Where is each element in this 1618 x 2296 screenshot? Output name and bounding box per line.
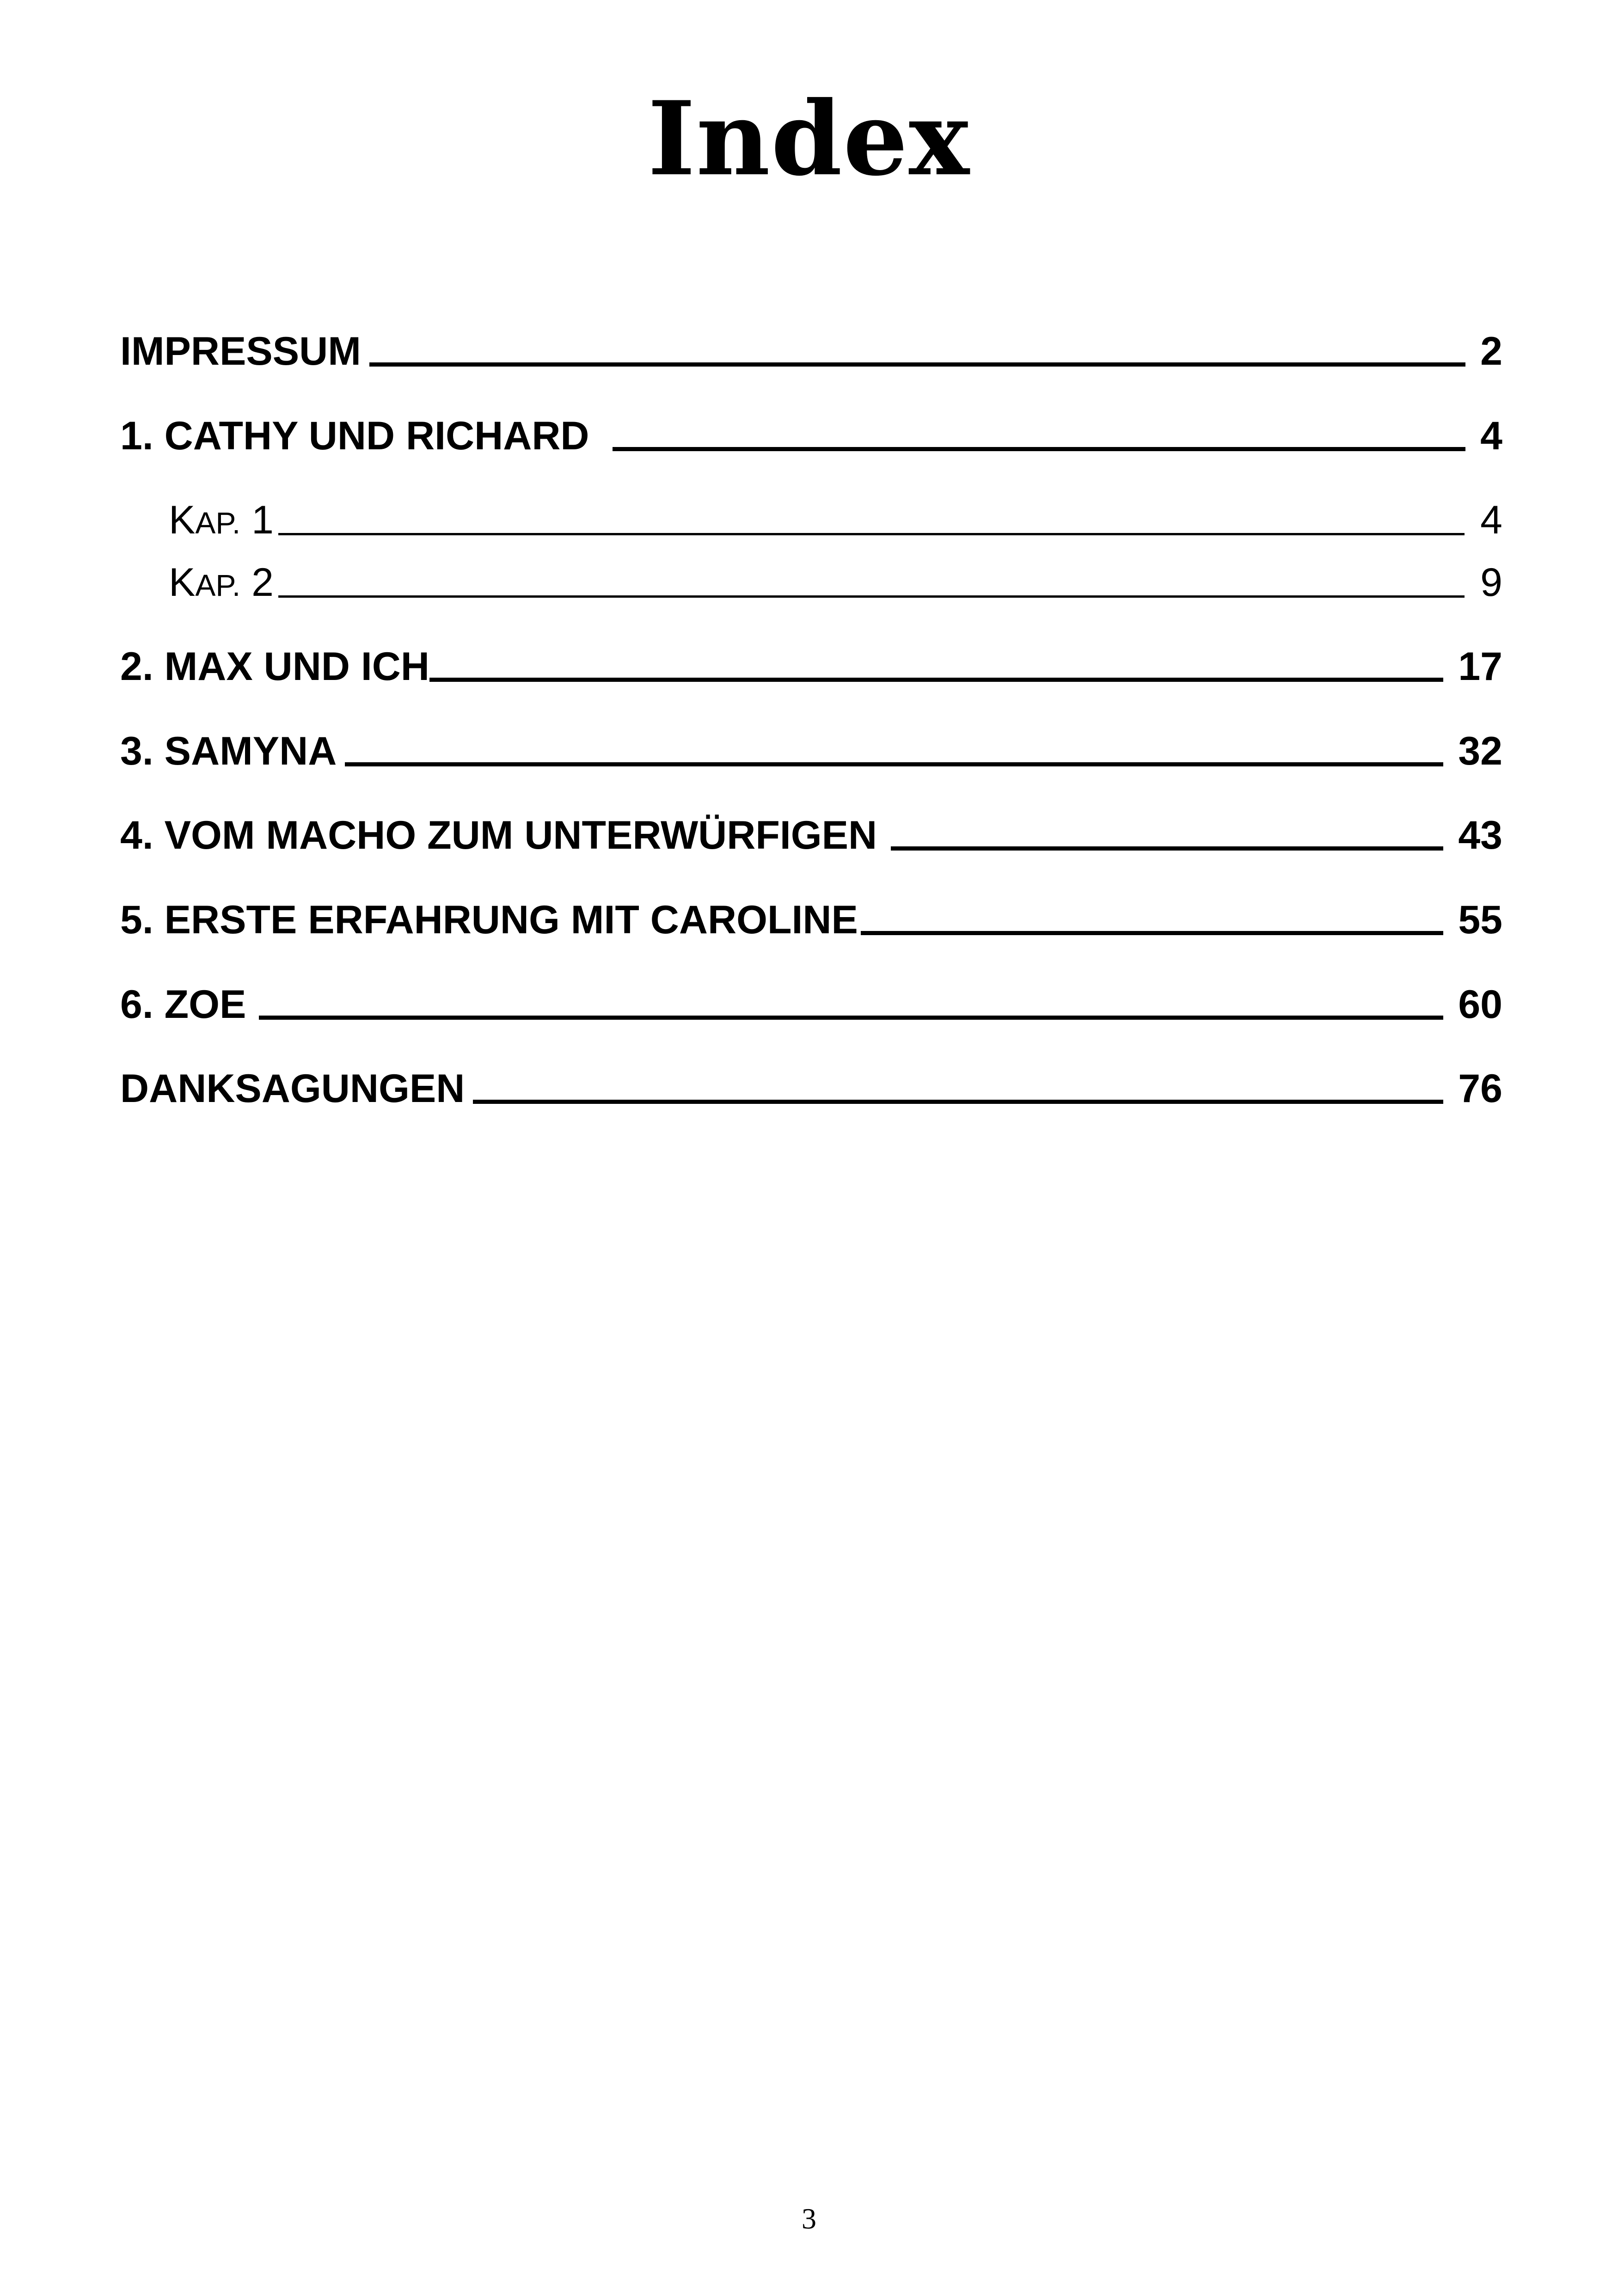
toc-entry-label: 3. SAMYNA: [120, 729, 337, 773]
page-number: 3: [802, 2202, 816, 2235]
toc-leader-line: [891, 846, 1443, 851]
toc-leader-line: [429, 678, 1443, 682]
toc-entry-label: 5. ERSTE ERFAHRUNG MIT CAROLINE: [120, 898, 858, 942]
toc-entry-page: 43: [1458, 813, 1502, 857]
toc-entry-kap-1[interactable]: [169, 492, 1502, 551]
toc-leader-line: [861, 931, 1443, 935]
toc-entry-label: DANKSAGUNGEN: [120, 1066, 465, 1111]
toc-entry-label: KAP. 2: [169, 560, 274, 605]
toc-entry-chapter-6[interactable]: [120, 977, 1502, 1032]
toc-leader-line: [369, 362, 1465, 367]
toc-entry-label: KAP. 1: [169, 498, 274, 542]
toc-entry-chapter-5[interactable]: [120, 892, 1502, 948]
page-title: Index: [648, 79, 970, 198]
toc-entry-label: 1. CATHY UND RICHARD: [120, 414, 589, 458]
toc-leader-line: [278, 533, 1465, 535]
toc-entry-page: 32: [1458, 729, 1502, 773]
toc-entry-chapter-2[interactable]: [120, 639, 1502, 694]
toc-entry-page: 9: [1480, 560, 1502, 605]
toc-entry-page: 4: [1480, 498, 1502, 542]
toc-entry-kap-2[interactable]: [169, 555, 1502, 613]
toc-entry-page: 4: [1480, 414, 1502, 458]
toc-entry-label: 2. MAX UND ICH: [120, 644, 429, 689]
toc-entry-label: 4. VOM MACHO ZUM UNTERWÜRFIGEN: [120, 813, 877, 857]
toc-entry-impressum[interactable]: [120, 324, 1502, 379]
toc-leader-line: [613, 447, 1466, 451]
toc-leader-line: [473, 1100, 1443, 1104]
toc-entry-page: 2: [1480, 329, 1502, 373]
toc-entry-page: 17: [1458, 644, 1502, 689]
toc-entry-page: 76: [1458, 1066, 1502, 1111]
toc-entry-label: 6. ZOE: [120, 982, 246, 1027]
toc-leader-line: [345, 762, 1443, 766]
toc-entry-page: 60: [1458, 982, 1502, 1027]
toc-entry-chapter-1[interactable]: [120, 408, 1502, 464]
toc-entry-page: 55: [1458, 898, 1502, 942]
toc-entry-chapter-3[interactable]: [120, 723, 1502, 779]
toc-entry-danksagungen[interactable]: [120, 1061, 1502, 1116]
toc-leader-line: [278, 595, 1465, 598]
toc-leader-line: [259, 1016, 1443, 1020]
toc-entry-chapter-4[interactable]: [120, 808, 1502, 863]
toc-entry-label: IMPRESSUM: [120, 329, 361, 373]
